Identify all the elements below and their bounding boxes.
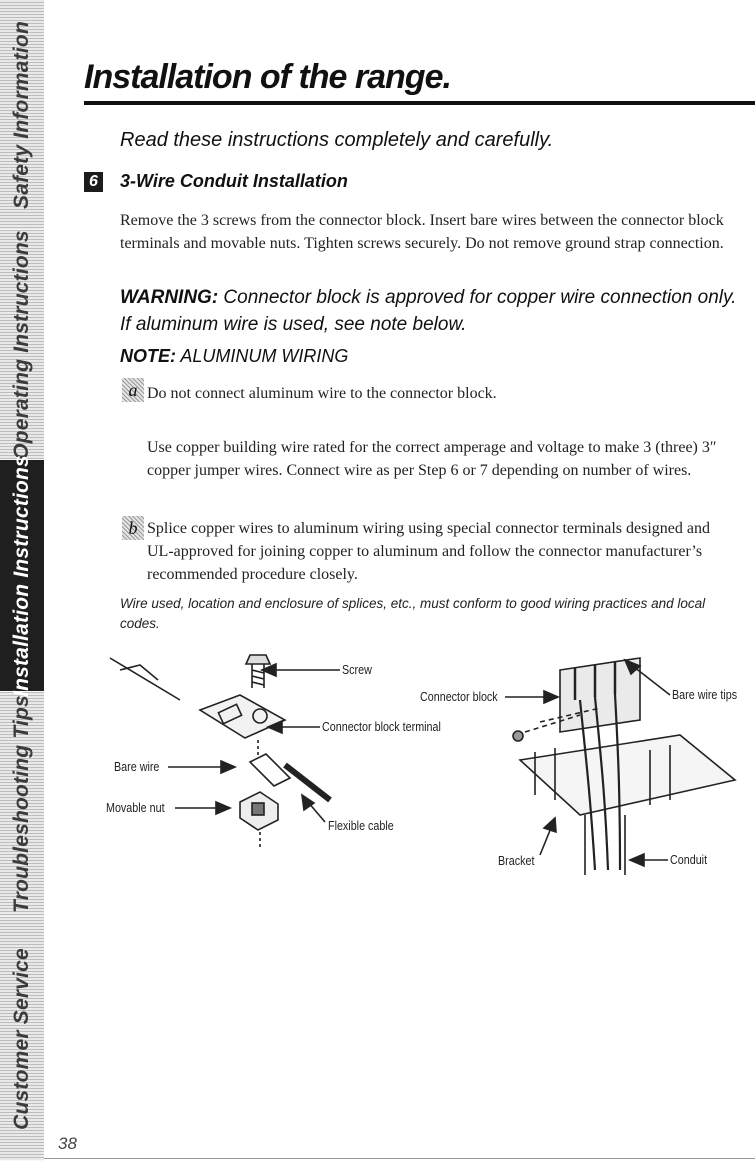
tab-label: Customer Service [10,947,34,1130]
flexible-cable-body [285,765,330,800]
page-number: 38 [58,1134,77,1153]
tab-label: Installation Instructions [10,454,34,697]
ground-strap-line [110,658,180,700]
substep-b-text: Splice copper wires to aluminum wiring using special connector terminals designed and UL-approved for joining copper to aluminum and follow the connector manufacturer’s recommended procedure closely. [147,520,710,583]
label-connector-block: Connector block [420,690,498,704]
label-bare-wire-tips: Bare wire tips [672,688,738,702]
label-bracket: Bracket [498,854,535,868]
step-number-badge: 6 [84,172,103,192]
substep-a-badge: a [122,378,144,402]
connector-block-shape [560,658,640,732]
warning-label: WARNING: [120,287,219,308]
tab-troubleshooting-tips[interactable] [0,692,44,917]
step-title: 3-Wire Conduit Installation [120,171,348,191]
nut-hole [252,803,264,815]
wiring-caution-text: Wire used, location and enclosure of splices, etc., must conform to good wiring practices and local codes. [120,596,706,631]
loose-screw [513,731,523,741]
warning-body: Connector block is approved for copper wire connection only. If aluminum wire is used, see note below. [120,287,737,335]
substep-a-text: Do not connect aluminum wire to the connector block. [147,385,497,402]
connector-plate [200,695,285,738]
tab-label: Troubleshooting Tips [10,695,34,913]
step-body: Remove the 3 screws from the connector block. Insert bare wires between the connector block terminals and movable nuts. Tighten screws securely. Do not remove ground strap connection. [120,212,724,252]
label-movable-nut: Movable nut [106,801,165,815]
tab-operating-instructions[interactable] [0,230,44,460]
tab-safety-information[interactable] [0,0,44,230]
label-connector-block-terminal: Connector block terminal [322,720,441,734]
copper-jumper-instruction: Use copper building wire rated for the correct amperage and voltage to make 3 (three) 3″ copper jumper wires. Connect wire as per Step 6 or 7 depending on number of wires. [147,439,717,479]
label-flexible-cable: Flexible cable [328,819,394,833]
title-rule [84,101,755,105]
bare-wire-insulation [250,754,290,786]
substep-b-badge: b [122,516,144,540]
bracket-plate [520,735,735,815]
screw-thread [252,664,264,688]
tab-customer-service[interactable] [0,917,44,1161]
nut-arrowhead [216,802,230,814]
tab-installation-instructions[interactable] [0,454,44,697]
wiring-illustration [80,640,755,880]
note-label: NOTE: [120,346,176,366]
page-subtitle: Read these instructions completely and carefully. [120,129,554,151]
page-title: Installation of the range. [84,58,451,96]
bottom-rule [44,1158,755,1159]
bracket-arrowhead [544,818,556,832]
section-tab-bar [0,0,44,1161]
conduit-arrowhead [630,854,644,866]
tab-label: Safety Information [10,20,33,209]
wiring-figure [80,640,755,880]
label-conduit: Conduit [670,853,708,867]
label-bare-wire: Bare wire [114,760,160,774]
note-body: ALUMINUM WIRING [176,346,349,366]
bare-wire-arrowhead [221,761,235,773]
tab-label: Operating Instructions [10,229,33,460]
screw-head [246,655,270,664]
block-arrowhead [544,691,558,703]
note-heading [120,346,348,367]
warning-text [120,284,740,338]
label-screw: Screw [342,663,372,677]
